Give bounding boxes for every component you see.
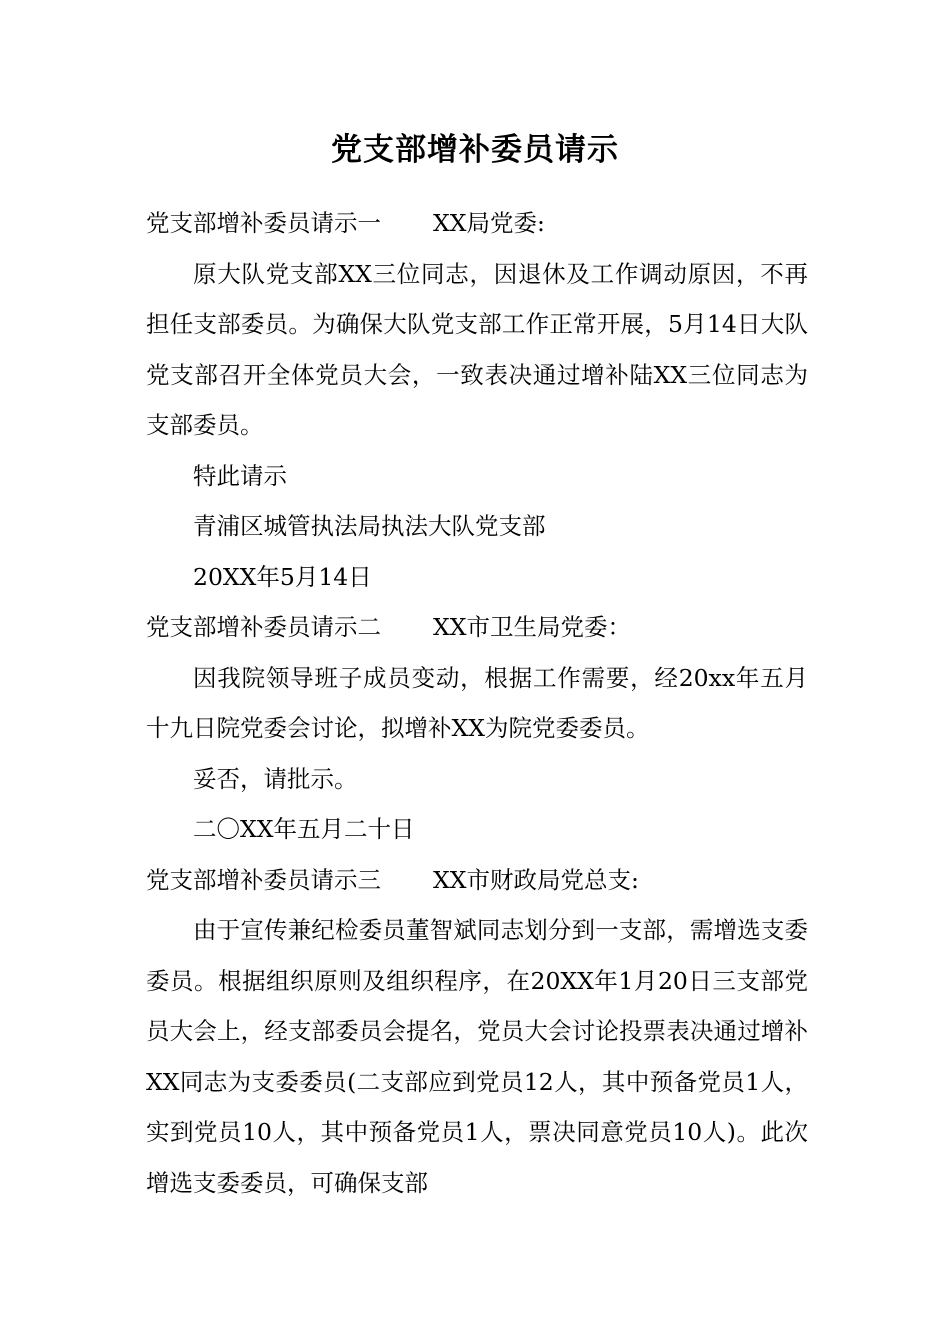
section-3-heading: 党支部增补委员请示三 (146, 865, 381, 894)
section-2-addressee: XX市卫生局党委： (433, 613, 631, 641)
section-2-heading: 党支部增补委员请示二 (146, 613, 381, 641)
section-2-closing: 妥否，请批示。 (193, 764, 358, 793)
section-3-addressee: XX市财政局党总支: (433, 865, 639, 894)
section-1-date: 20XX年5月14日 (193, 562, 372, 591)
section-1-heading: 党支部增补委员请示一 (146, 209, 381, 237)
section-3-heading-line (146, 855, 808, 906)
document-body (146, 198, 808, 1208)
section-2-body: 因我院领导班子成员变动，根据工作需要，经20xx年五月十九日院党委会讨论，拟增补XX为院党委委员。 (146, 663, 808, 742)
section-1-closing: 特此请示 (193, 461, 287, 490)
section-1-body: 原大队党支部XX三位同志，因退休及工作调动原因，不再担任支部委员。为确保大队党支部工作正常开展，5月14日大队党支部召开全体党员大会，一致表决通过增补陆XX三位同志为支部委员。 (146, 259, 808, 439)
document-title: 党支部增补委员请示 (331, 132, 619, 168)
section-2-heading-line (146, 602, 808, 653)
section-1-heading-line (146, 198, 808, 249)
section-3-body: 由于宣传兼纪检委员董智斌同志划分到一支部，需增选支委委员。根据组织原则及组织程序，在20XX年1月20日三支部党员大会上，经支部委员会提名，党员大会讨论投票表决通过增补XX同志为支委委员(二支部应到党员12人，其中预备党员1人，实到党员10人，其中预备党员1人，票决同意党员10人)。此次增选支委委员，可确保支部 (146, 916, 808, 1197)
section-2-date: 二〇XX年五月二十日 (193, 815, 415, 843)
section-1-addressee: XX局党委: (433, 209, 545, 237)
section-1-signature: 青浦区城管执法局执法大队党支部 (193, 512, 546, 540)
